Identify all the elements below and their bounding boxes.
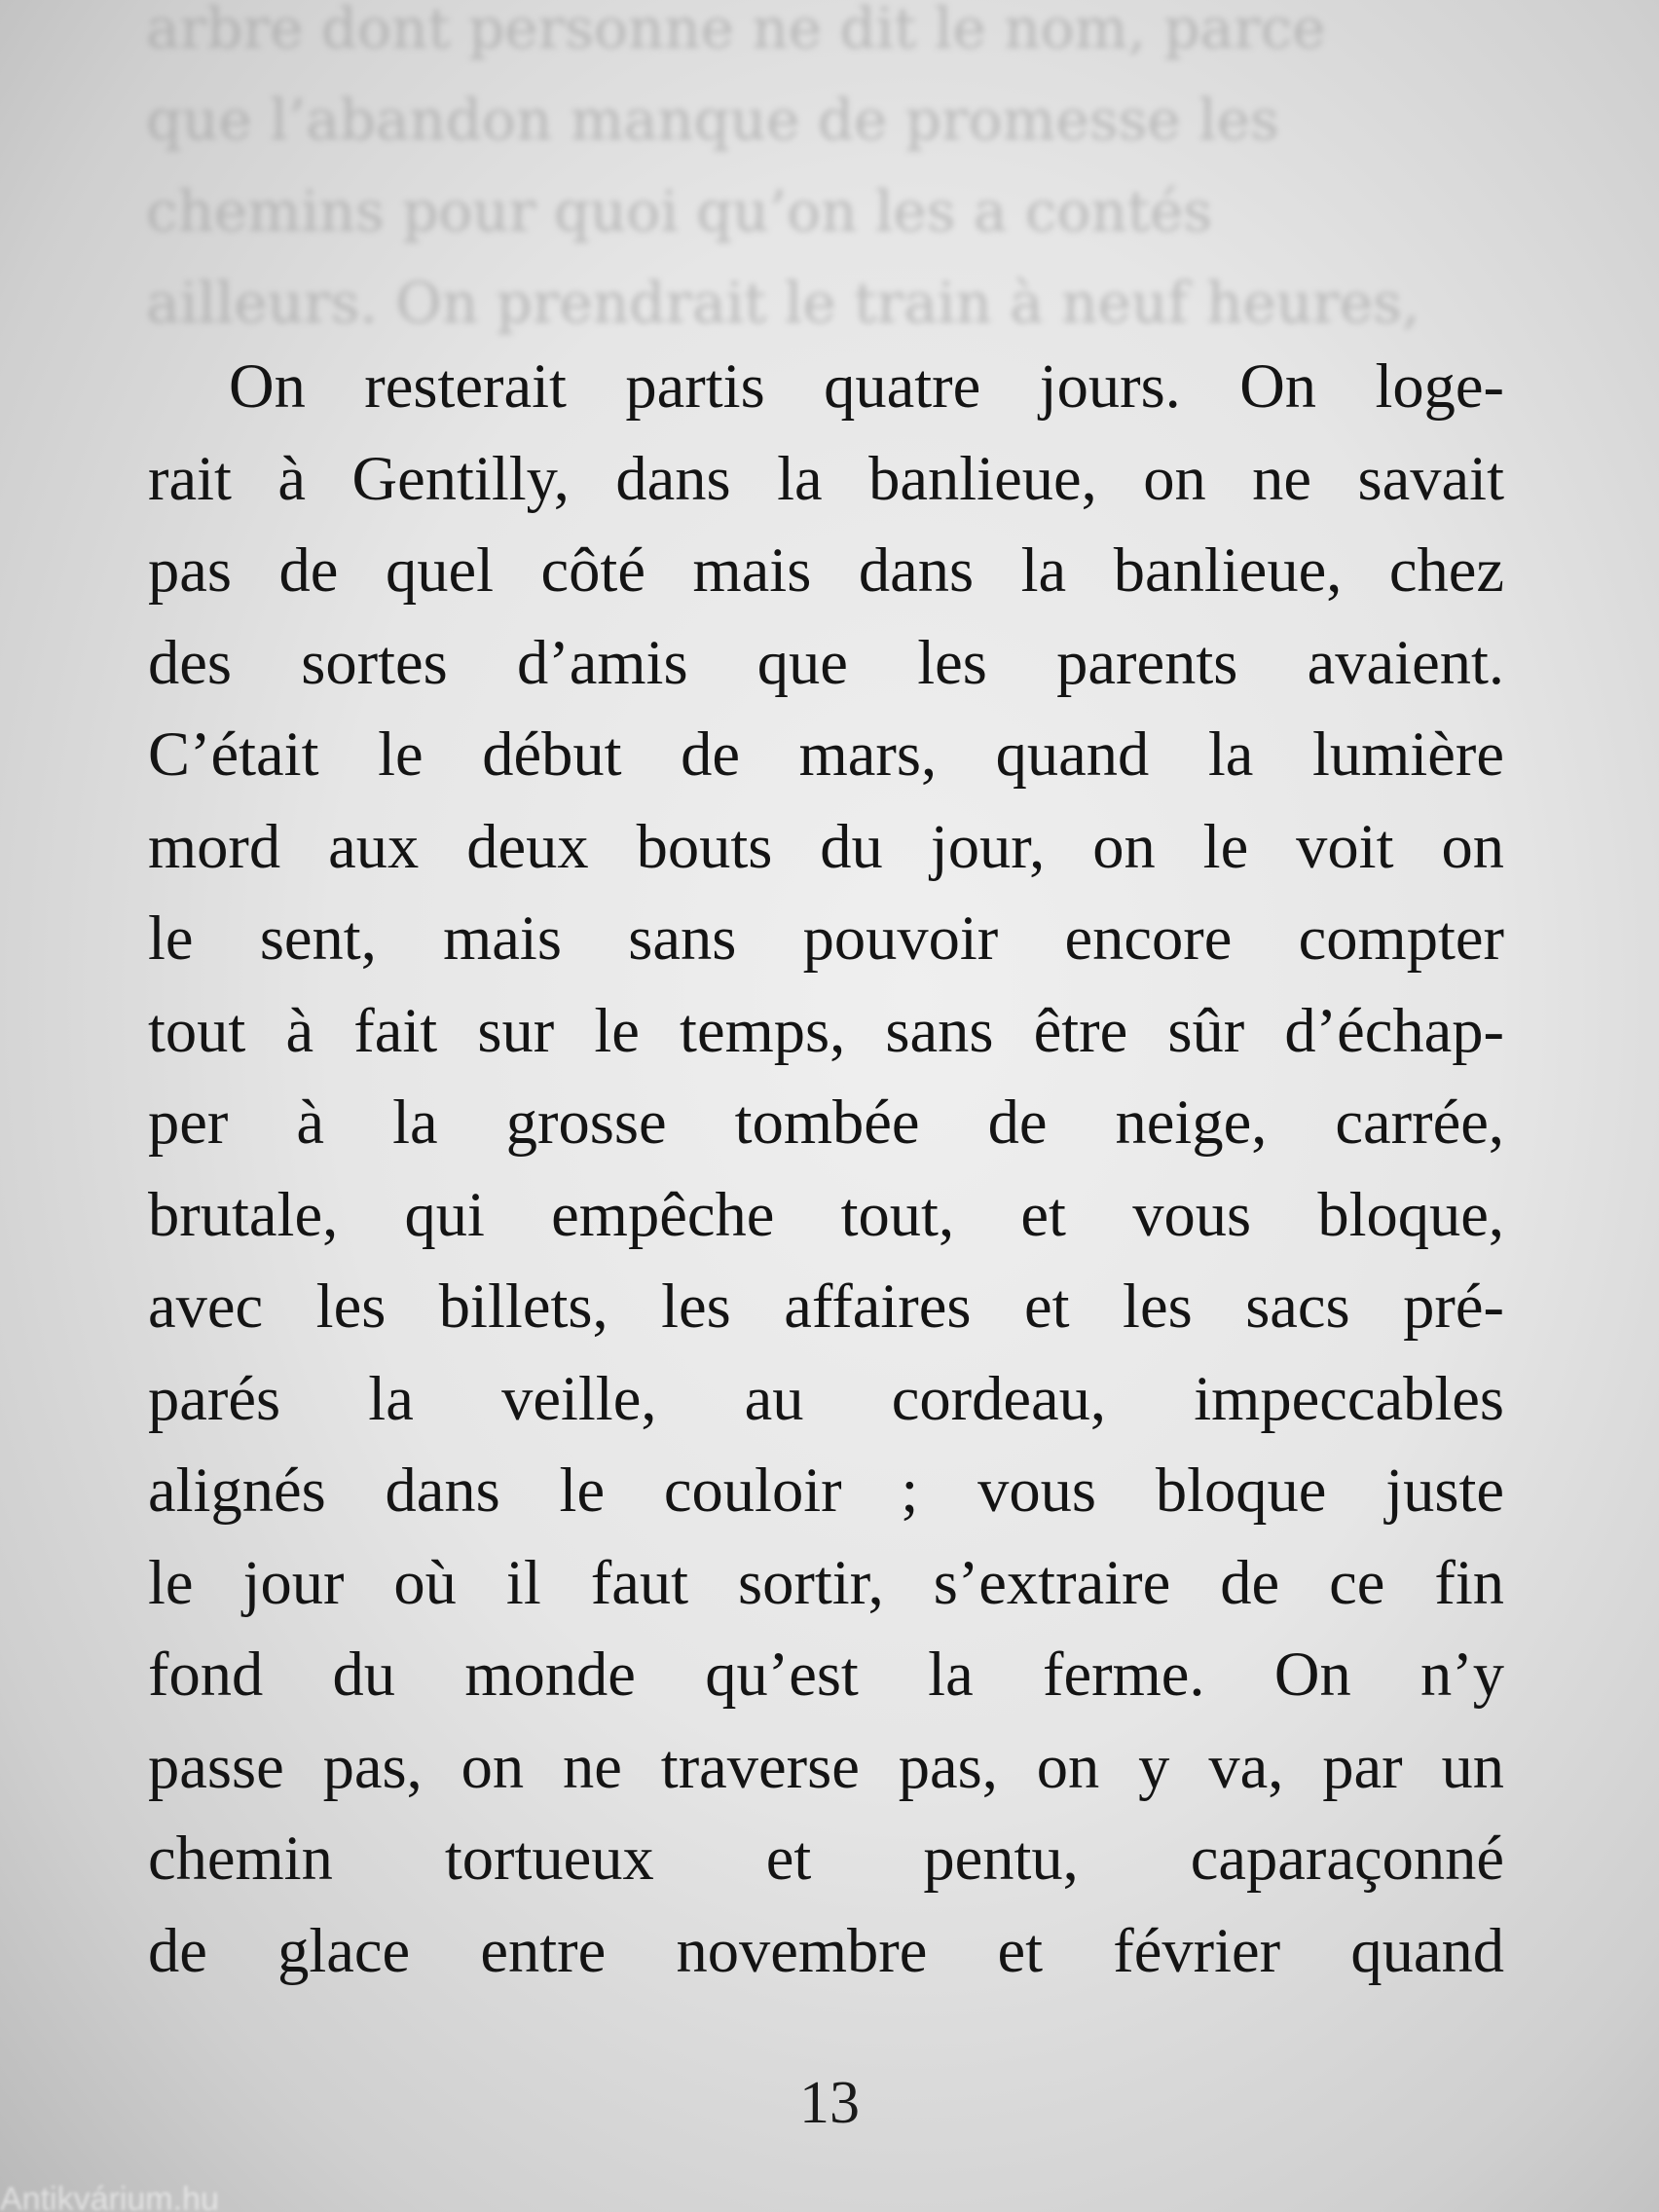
text-line: chemin tortueux et pentu, caparaçonné xyxy=(148,1824,1504,1893)
text-line: mord aux deux bouts du jour, on le voit on xyxy=(148,811,1504,881)
text-line: passe pas, on ne traverse pas, on y va, par un xyxy=(148,1731,1504,1801)
text-line: le jour où il faut sortir, s’extraire de ce fin xyxy=(148,1547,1504,1617)
text-line: rait à Gentilly, dans la banlieue, on ne savait xyxy=(148,443,1504,513)
text-line: parés la veille, au cordeau, impeccables xyxy=(148,1363,1504,1433)
show-through-text xyxy=(146,0,1480,349)
text-line: le sent, mais sans pouvoir encore compter xyxy=(148,903,1504,973)
show-through-line: ailleurs. On prendrait le train à neuf heures, xyxy=(146,270,1420,336)
text-line: de glace entre novembre et février quand xyxy=(148,1915,1504,1985)
text-line: brutale, qui empêche tout, et vous bloque, xyxy=(148,1179,1504,1249)
text-line: On resterait partis quatre jours. On loge- xyxy=(229,351,1504,421)
text-line: fond du monde qu’est la ferme. On n’y xyxy=(148,1640,1504,1709)
show-through-line: arbre dont personne ne dit le nom, parce xyxy=(146,0,1326,61)
watermark: Antikvárium.hu xyxy=(0,2181,219,2212)
text-line: tout à fait sur le temps, sans être sûr d’échap- xyxy=(148,995,1504,1065)
show-through-line: chemins pour quoi qu’on les a contés xyxy=(146,178,1213,244)
text-line: avec les billets, les affaires et les sacs pré- xyxy=(148,1272,1504,1341)
page-number: 13 xyxy=(799,2070,860,2136)
text-line: pas de quel côté mais dans la banlieue, chez xyxy=(148,535,1504,605)
text-line: alignés dans le couloir ; vous bloque juste xyxy=(148,1456,1504,1525)
body-paragraph xyxy=(148,341,1504,1997)
show-through-line: que l’abandon manque de promesse les xyxy=(146,87,1279,153)
text-line: per à la grosse tombée de neige, carrée, xyxy=(148,1088,1504,1157)
text-line: des sortes d’amis que les parents avaient. xyxy=(148,627,1504,697)
text-line: C’était le début de mars, quand la lumière xyxy=(148,719,1504,789)
